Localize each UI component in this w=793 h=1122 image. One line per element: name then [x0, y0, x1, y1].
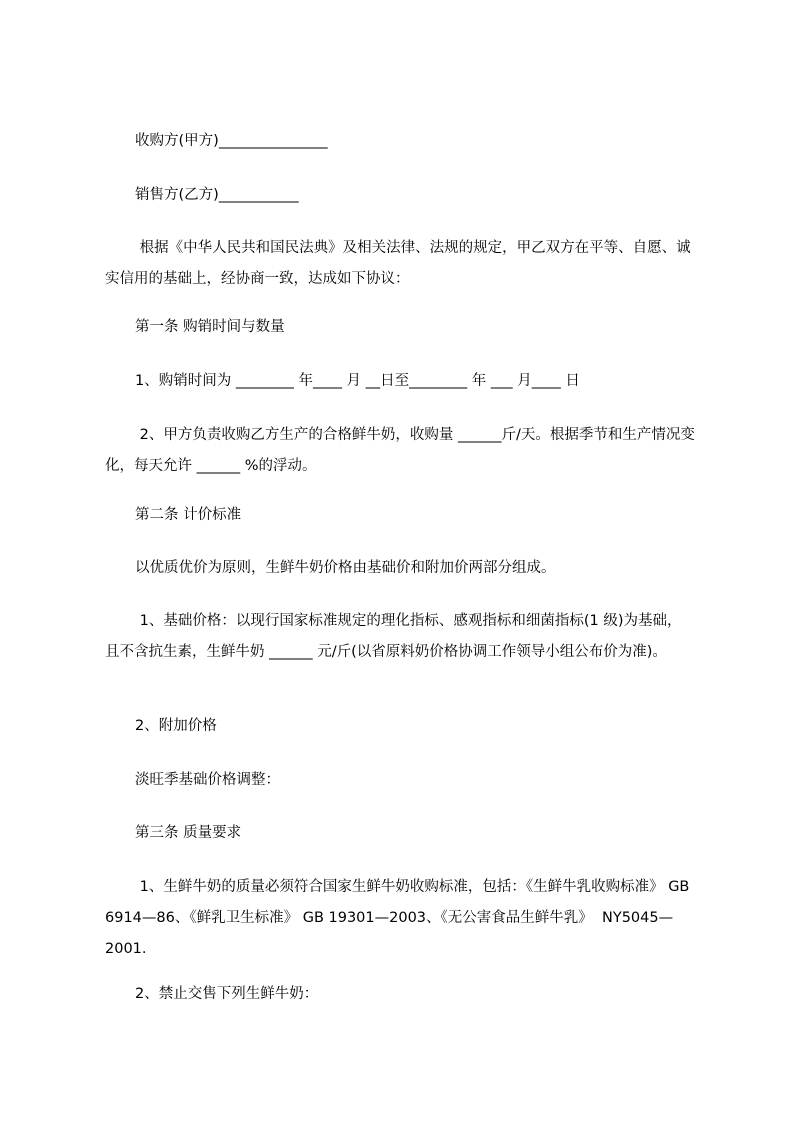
preamble-paragraph: 根据《中华人民共和国民法典》及相关法律、法规的规定，甲乙双方在平等、自愿、诚实信用的基础上，经协商一致，达成如下协议：: [105, 240, 691, 287]
article2-season-adjustment: 淡旺季基础价格调整：: [135, 772, 280, 788]
article2-item1: 1、基础价格：以现行国家标准规定的理化指标、感观指标和细菌指标(1 级)为基础，且不含抗生素，生鲜牛奶 ______ 元/斤(以省原料奶价格协调工作领导小组公布价为准)。: [105, 613, 682, 660]
article3-item2: 2、禁止交售下列生鲜牛奶：: [135, 986, 319, 1002]
article2-item2: 2、附加价格: [135, 718, 217, 734]
article1-item1: 1、购销时间为 ________ 年____ 月 __日至________ 年 ___ 月____ 日: [135, 373, 580, 389]
article1-heading: 第一条 购销时间与数量: [135, 319, 285, 335]
article2-principle: 以优质优价为原则，生鲜牛奶价格由基础价和附加价两部分组成。: [135, 560, 556, 576]
article1-item2: 2、甲方负责收购乙方生产的合格鲜牛奶，收购量 ______斤/天。根据季节和生产情况变化，每天允许 ______ %的浮动。: [105, 427, 695, 474]
article3-item1: 1、生鲜牛奶的质量必须符合国家生鲜牛奶收购标准，包括：《生鲜牛乳收购标准》 GB 6914—86、《鲜乳卫生标准》 GB 19301—2003、《无公害食品生鲜牛乳》 NY5045—2001.: [105, 879, 694, 957]
seller-line: 销售方(乙方)___________: [135, 187, 299, 203]
article2-heading: 第二条 计价标准: [135, 507, 242, 523]
buyer-line: 收购方(甲方)_______________: [135, 133, 328, 149]
article3-heading: 第三条 质量要求: [135, 825, 242, 841]
